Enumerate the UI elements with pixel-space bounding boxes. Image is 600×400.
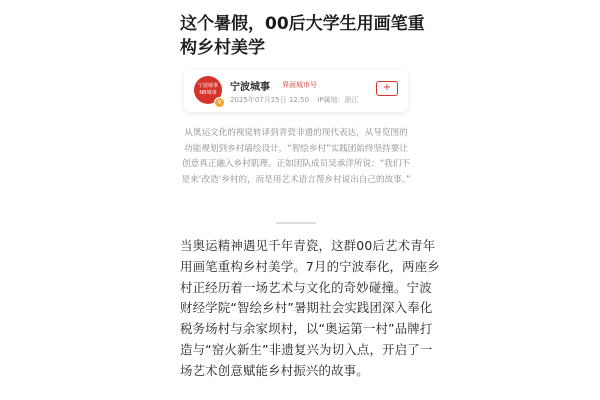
verified-badge-icon: V bbox=[214, 97, 225, 108]
avatar-text-line1: 宁波城事 bbox=[197, 83, 218, 89]
article-title: 这个暑假，00后大学生用画笔重构乡村美学 bbox=[180, 14, 425, 58]
ip-location: IP属地：浙江 bbox=[317, 96, 359, 104]
section-divider bbox=[276, 222, 316, 224]
author-card[interactable] bbox=[184, 70, 408, 112]
author-tag: 界面城市号 bbox=[282, 81, 317, 89]
article-body-paragraph: 当奥运精神遇见千年青瓷，这群00后艺术青年用画笔重构乡村美学。7月的宁波奉化，两座乡村正经历着一场艺术与文化的奇妙碰撞。宁波财经学院“智绘乡村”暑期社会实践团深入奉化税务场村与余家坝村，以“奥运第一村”品牌打造与“窑火新生”非遗复兴为切入点，开启了一场艺术创意赋能乡村振兴的故事。 bbox=[180, 238, 440, 378]
avatar-text-line2: NB城事 bbox=[199, 90, 217, 96]
article-summary: 从奥运文化的视觉转译到青瓷非遗的现代表达，从导览图的功能规划到乡村墙绘设计，“智绘乡村”实践团始终坚持要让创意真正融入乡村肌理。正如团队成员吴承洋所说：“我们不是来‘改造’乡村的，而是用艺术语言帮乡村说出自己的故事。” bbox=[181, 128, 411, 185]
author-meta bbox=[230, 95, 365, 105]
follow-button[interactable]: + bbox=[376, 81, 398, 96]
author-name[interactable]: 宁波城事 bbox=[230, 82, 270, 93]
publish-datetime: 2025年07月25日 12:50 bbox=[230, 96, 310, 104]
